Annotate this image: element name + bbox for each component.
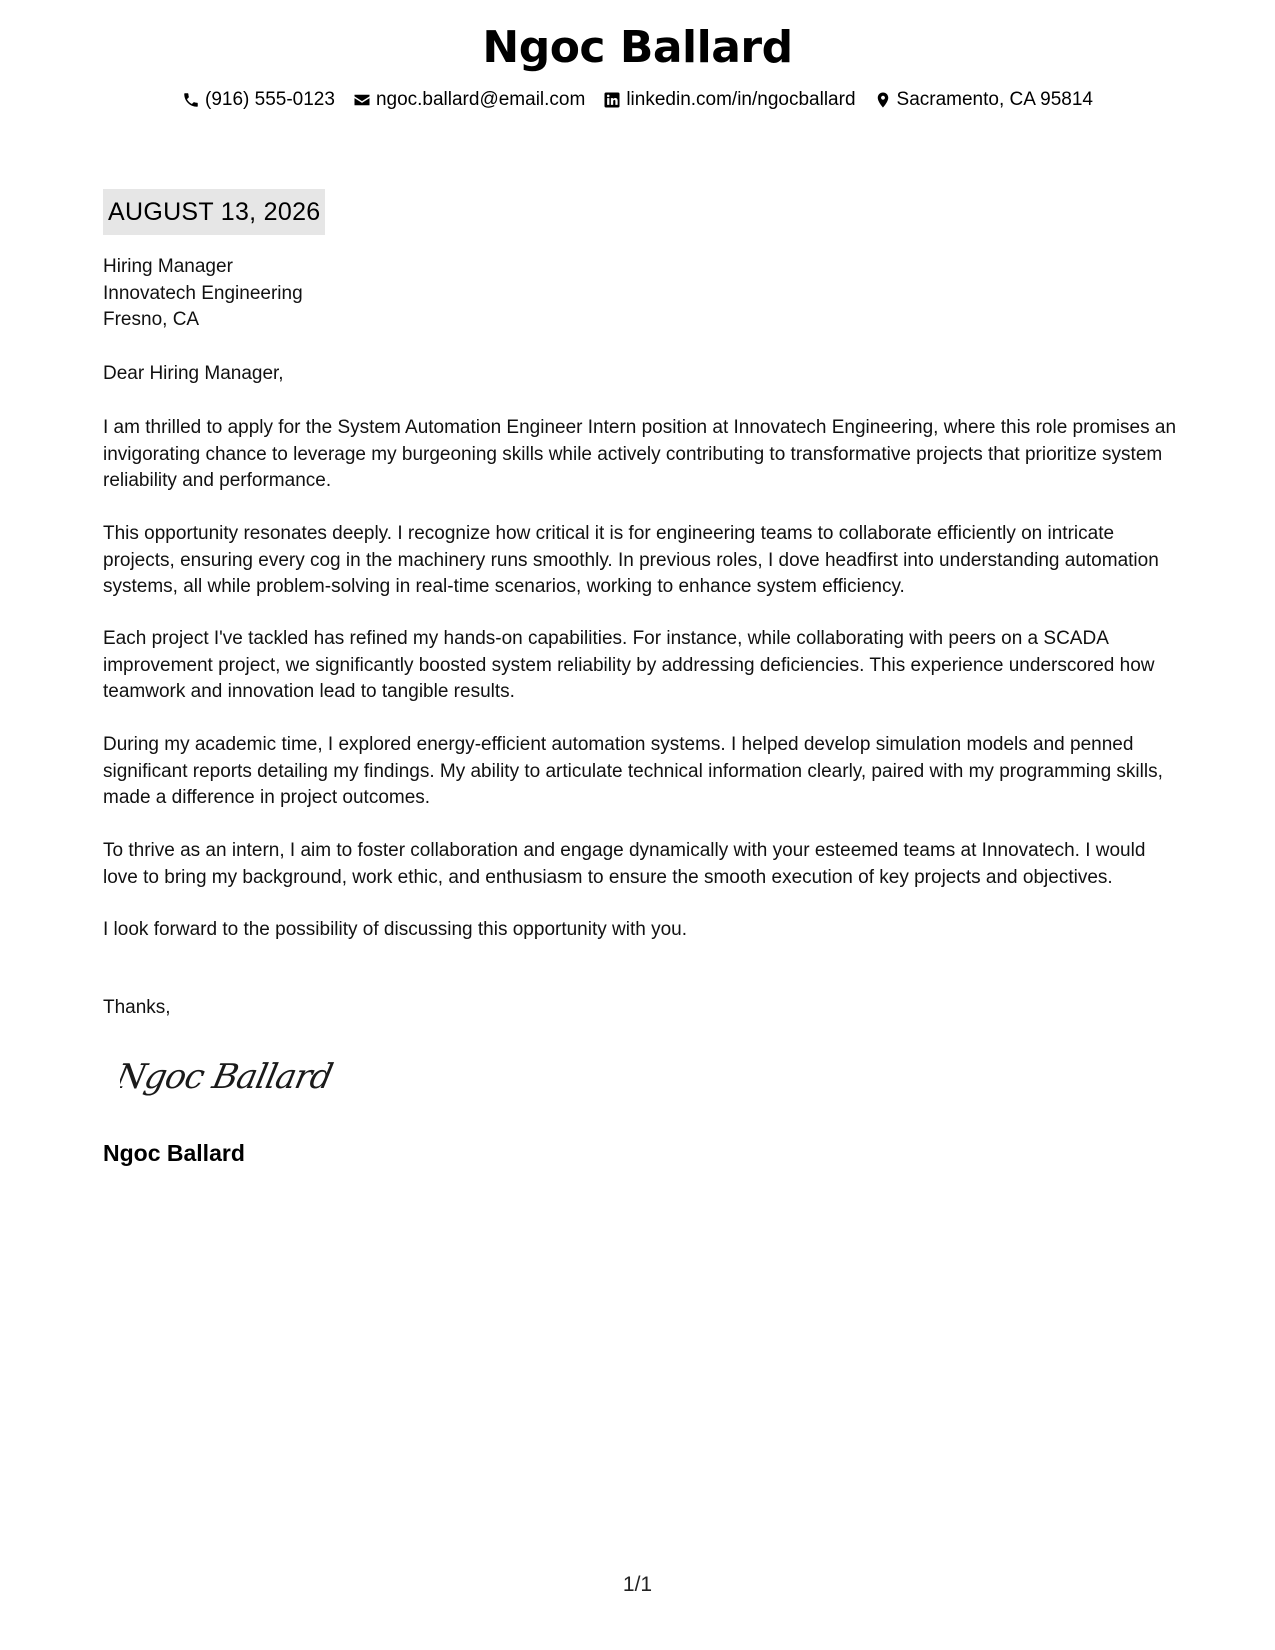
signature-text: Ngoc Ballard <box>120 1057 336 1097</box>
recipient-title: Hiring Manager <box>103 256 233 277</box>
recipient-company: Innovatech Engineering <box>103 282 303 304</box>
body-paragraph: During my academic time, I explored energy-efficient automation systems. I helped develop simulation models and penned significant reports detailing my findings. My ability to articulate technical information clearly, paired with my programming skills, made a difference in project outcomes. <box>103 734 1163 808</box>
body-paragraph: I look forward to the possibility of discussing this opportunity with you. <box>103 919 688 940</box>
body-paragraph: This opportunity resonates deeply. I recognize how critical it is for engineering teams to collaborate efficiently on intricate projects, ensuring every cog in the machinery runs smoothly. In previous roles, I dove headfirst into understanding automation systems, all while problem-solving in real-time scenarios, working to enhance system efficiency. <box>103 523 1159 597</box>
contact-location <box>874 88 1093 112</box>
location-text: Sacramento, CA 95814 <box>896 89 1093 110</box>
contact-phone <box>182 88 335 112</box>
phone-icon <box>182 91 200 109</box>
recipient-location: Fresno, CA <box>103 309 200 330</box>
linkedin-text: linkedin.com/in/ngocballard <box>626 89 856 110</box>
signer-name: Ngoc Ballard <box>103 1140 245 1166</box>
linkedin-icon <box>603 91 621 109</box>
phone-text: (916) 555-0123 <box>205 89 335 110</box>
email-text: ngoc.ballard@email.com <box>375 89 586 110</box>
applicant-name: Ngoc Ballard <box>482 22 793 73</box>
map-marker-icon <box>874 91 892 109</box>
contact-row <box>0 88 1275 112</box>
body-paragraph: To thrive as an intern, I aim to foster collaboration and engage dynamically with your esteemed teams at Innovatech. I would love to bring my background, work ethic, and enthusiasm to ensure the smooth execution of key projects and objectives. <box>103 840 1146 888</box>
closing: Thanks, <box>103 997 171 1018</box>
letter-header <box>0 18 1275 112</box>
letter-date: AUGUST 13, 2026 <box>103 189 325 235</box>
salutation: Dear Hiring Manager, <box>103 363 284 384</box>
body-paragraph: I am thrilled to apply for the System Automation Engineer Intern position at Innovatech Engineering, where this role promises an invigorating chance to leverage my burgeoning skills while actively contributing to transformative projects that prioritize system reliability and performance. <box>103 417 1177 491</box>
contact-linkedin <box>603 88 855 112</box>
page-indicator: 1/1 <box>622 1573 653 1596</box>
body-paragraph: Each project I've tackled has refined my hands-on capabilities. For instance, while collaborating with peers on a SCADA improvement project, we significantly boosted system reliability by addressing deficiencies. This experience underscored how teamwork and innovation lead to tangible results. <box>103 628 1155 702</box>
recipient-block <box>103 254 1178 334</box>
handwritten-signature <box>120 1050 350 1100</box>
envelope-icon <box>353 91 371 109</box>
contact-email <box>353 88 585 112</box>
